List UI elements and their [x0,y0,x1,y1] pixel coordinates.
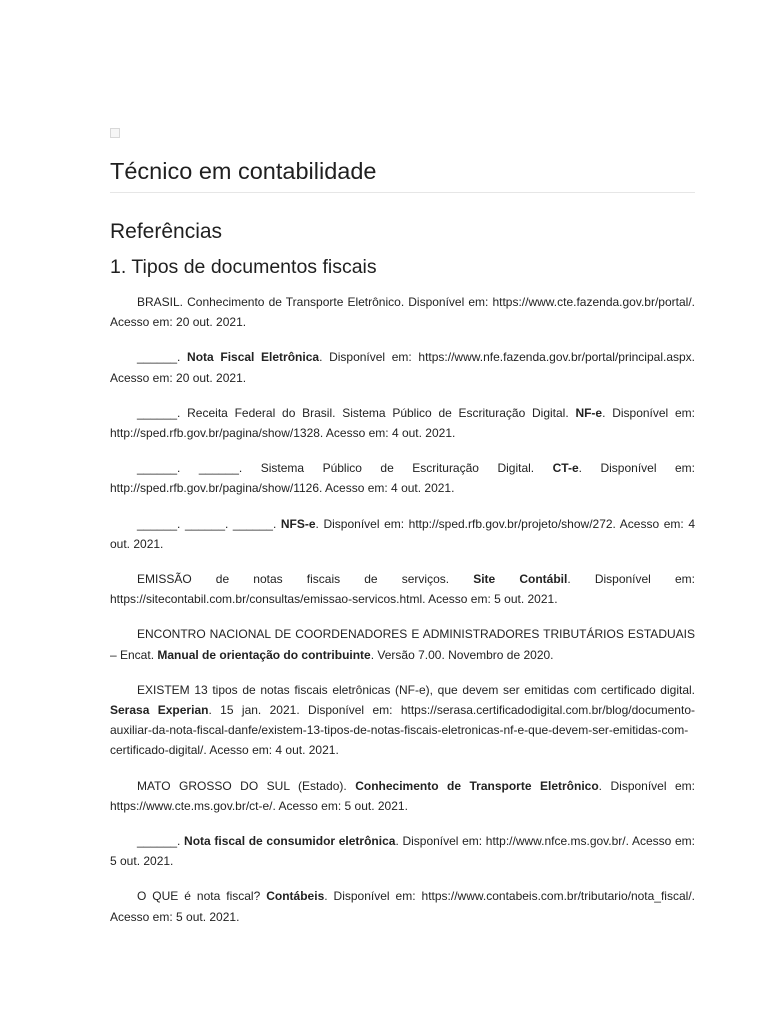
reference-item [110,831,695,871]
reference-bold-title: CT-e [552,461,579,476]
reference-item [110,458,695,498]
reference-text: BRASIL. Conhecimento de Transporte Eletrônico. Disponível em: https://www.cte.fazenda.gov.br/portal/. Acesso em: 20 out. 2021. [110,295,695,330]
reference-bold-title: NFS-e [280,516,316,531]
reference-text: ENCONTRO NACIONAL DE COORDENADORES E ADMINISTRADORES TRIBUTÁRIOS ESTADUAIS – Encat. [110,627,695,662]
reference-bold-title: Nota fiscal de consumidor eletrônica [184,834,396,849]
reference-item [110,514,695,554]
subsection-title: 1. Tipos de documentos fiscais [110,256,377,278]
reference-text: ______. [137,350,188,365]
reference-text-end: . 15 jan. 2021. Disponível em: https://serasa.certificadodigital.com.br/blog/documento-auxiliar-da-nota-fiscal-danfe/existem-13-tipos-de-notas-fiscais-eletronicas-nf-e-que-devem-ser-emitidas-com-certificado-digital/. Acesso em: 4 out. 2021. [110,703,695,758]
reference-item [110,569,695,609]
section-title: Referências [110,220,223,243]
document-title: Técnico em contabilidade [110,158,377,184]
reference-bold-title: Manual de orientação do contribuinte [157,647,371,662]
reference-text-end: . Disponível em: http://www.nfce.ms.gov.br/. Acesso em: 5 out. 2021. [110,834,695,869]
reference-text: EMISSÃO de notas fiscais de serviços. [137,572,474,587]
reference-text: EXISTEM 13 tipos de notas fiscais eletrônicas (NF-e), que devem ser emitidas com certificado digital. [137,682,695,697]
reference-text-end: . Disponível em: http://sped.rfb.gov.br/pagina/show/1328. Acesso em: 4 out. 2021. [110,405,695,441]
reference-item [110,680,695,761]
reference-item [110,886,695,926]
reference-text-end: . Disponível em: https://sitecontabil.com.br/consultas/emissao-servicos.html. Acesso em: 5 out. 2021. [110,572,695,607]
reference-text: O QUE é nota fiscal? [137,889,267,904]
reference-text-end: . Versão 7.00. Novembro de 2020. [370,647,554,662]
reference-text: ______. ______. Sistema Público de Escrituração Digital. [137,461,553,476]
reference-text: MATO GROSSO DO SUL (Estado). [137,778,356,793]
reference-bold-title: Conhecimento de Transporte Eletrônico [355,778,599,793]
title-divider [110,192,695,193]
reference-bold-title: NF-e [575,405,603,420]
reference-item [110,624,695,664]
reference-text-end: . Disponível em: http://sped.rfb.gov.br/projeto/show/272. Acesso em: 4 out. 2021. [110,516,695,551]
reference-item [110,776,695,816]
reference-bold-title: Serasa Experian [110,703,209,718]
broken-image-icon [110,128,120,138]
reference-text: ______. ______. ______. [137,516,281,531]
reference-item [110,347,695,387]
reference-text-end: . Disponível em: https://www.nfe.fazenda.gov.br/portal/principal.aspx. Acesso em: 20 out. 2021. [110,350,696,385]
reference-text: ______. Receita Federal do Brasil. Sistema Público de Escrituração Digital. [137,405,576,420]
reference-bold-title: Contábeis [266,889,325,904]
reference-text-end: . Disponível em: https://www.contabeis.com.br/tributario/nota_fiscal/. Acesso em: 5 out. 2021. [110,889,695,924]
reference-item [110,292,695,332]
reference-text-end: . Disponível em: https://www.cte.ms.gov.br/ct-e/. Acesso em: 5 out. 2021. [110,778,695,813]
reference-text-end: . Disponível em: http://sped.rfb.gov.br/pagina/show/1126. Acesso em: 4 out. 2021. [110,461,695,496]
reference-item [110,403,695,443]
reference-bold-title: Site Contábil [473,572,568,587]
reference-text: ______. [137,834,185,849]
reference-bold-title: Nota Fiscal Eletrônica [187,350,320,365]
reference-list [110,292,695,942]
